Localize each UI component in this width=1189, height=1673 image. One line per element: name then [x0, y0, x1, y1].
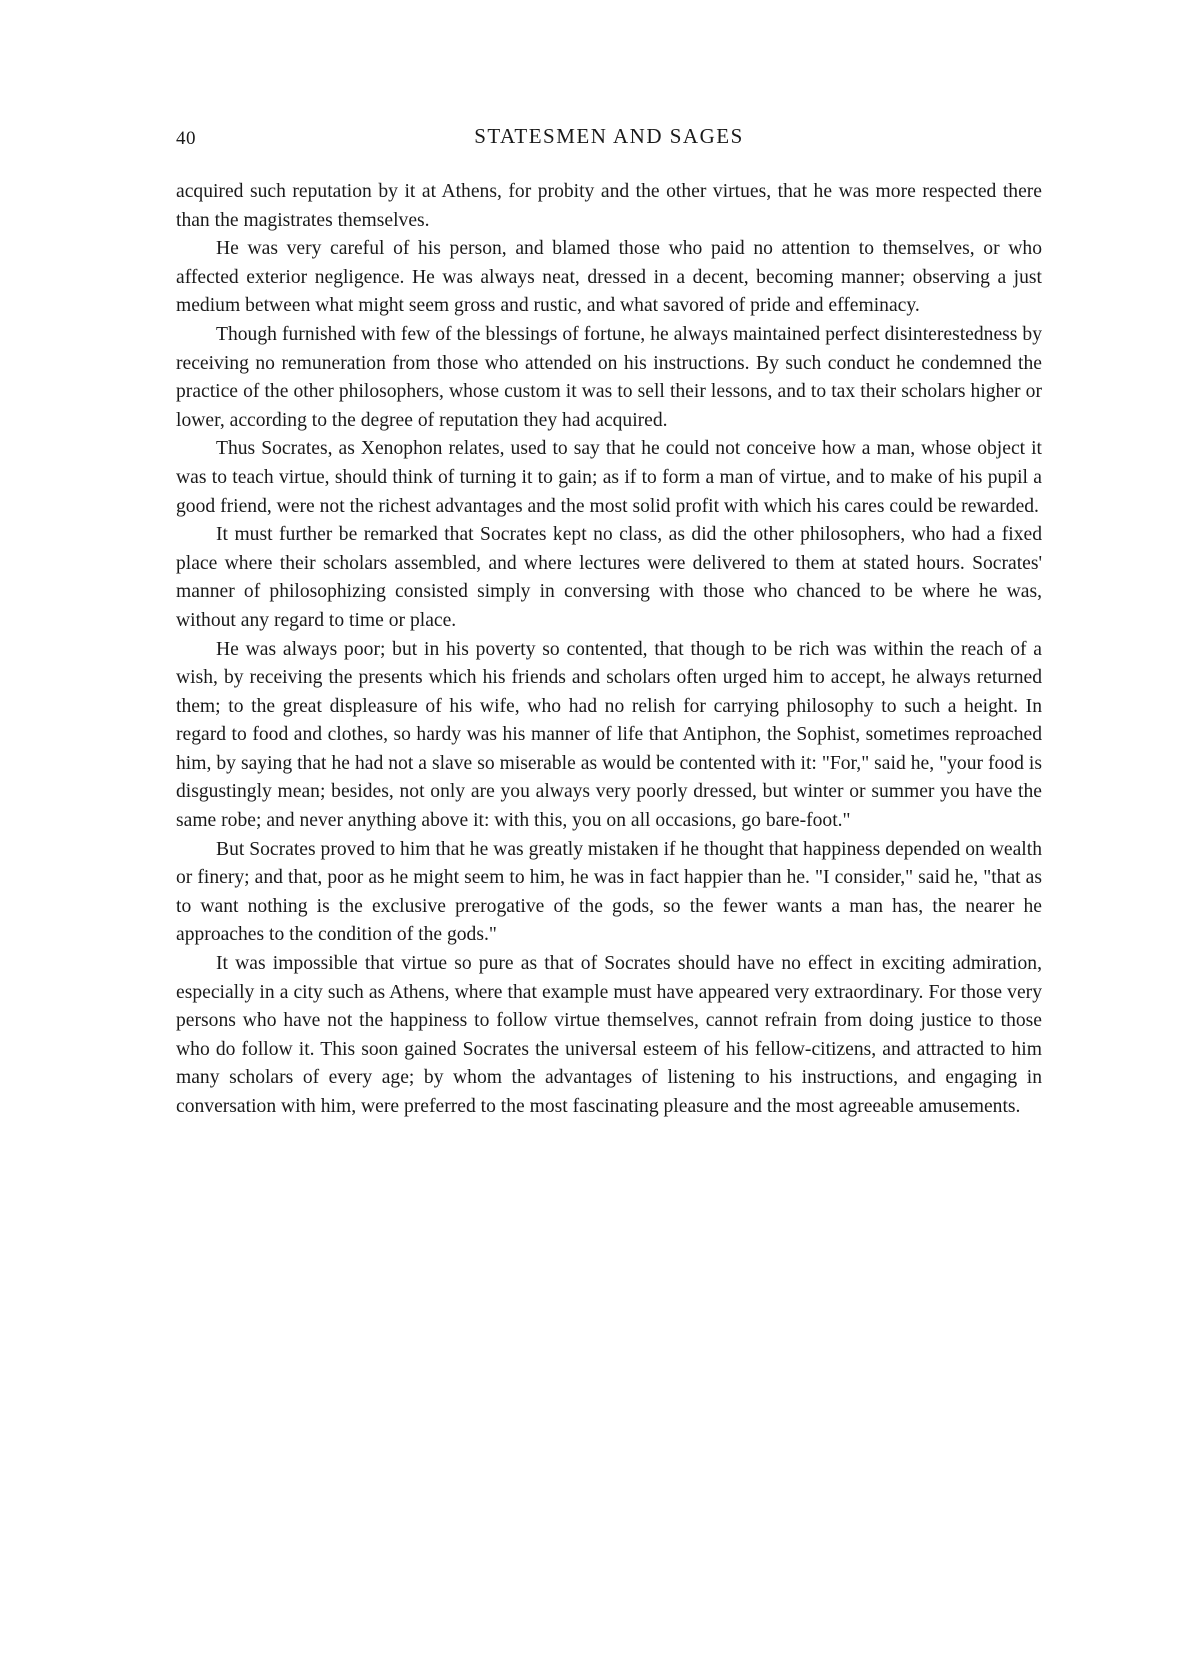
- body-text: [176, 178, 1042, 1122]
- paragraph: But Socrates proved to him that he was greatly mistaken if he thought that happiness depended on wealth or finery; and that, poor as he might seem to him, he was in fact happier than he. "I consider," said he, "that as to want nothing is the exclusive prerogative of the gods, so the fewer wants a man has, the nearer he approaches to the condition of the gods.": [176, 838, 1042, 946]
- paragraph: It was impossible that virtue so pure as that of Socrates should have no effect in exciting admiration, especially in a city such as Athens, where that example must have appeared very extraordinary. For those very persons who have not the happiness to follow virtue themselves, cannot refrain from doing justice to those who do follow it. This soon gained Socrates the universal esteem of his fellow-citizens, and attracted to him many scholars of every age; by whom the advantages of listening to his instructions, and engaging in conversation with him, were preferred to the most fascinating pleasure and the most agreeable amusements.: [176, 953, 1042, 1117]
- paragraph: It must further be remarked that Socrates kept no class, as did the other philosophers, who had a fixed place where their scholars assembled, and where lectures were delivered to them at stated hours. Socrates' manner of philosophizing consisted simply in conversing with those who chanced to be where he was, without any regard to time or place.: [176, 524, 1042, 631]
- paragraph: Though furnished with few of the blessings of fortune, he always maintained perfect disinterestedness by receiving no remuneration from those who attended on his instructions. By such conduct he condemned the practice of the other philosophers, whose custom it was to sell their lessons, and to tax their scholars higher or lower, according to the degree of reputation they had acquired.: [176, 323, 1042, 431]
- paragraph: He was very careful of his person, and blamed those who paid no attention to themselves, or who affected exterior negligence. He was always neat, dressed in a decent, becoming manner; observing a just medium between what might seem gross and rustic, and what savored of pride and effeminacy.: [176, 238, 1042, 317]
- paragraph: Thus Socrates, as Xenophon relates, used to say that he could not conceive how a man, whose object it was to teach virtue, should think of turning it to gain; as if to form a man of virtue, and to make of his pupil a good friend, were not the richest advantages and the most solid profit with which his cares could be rewarded.: [176, 438, 1042, 517]
- running-head: [176, 124, 1042, 158]
- page-number: 40: [176, 128, 196, 149]
- running-title: STATESMEN AND SAGES: [474, 124, 744, 148]
- paragraph: He was always poor; but in his poverty so contented, that though to be rich was within the reach of a wish, by receiving the presents which his friends and scholars often urged him to accept, he always returned them; to the great displeasure of his wife, who had no relish for carrying philosophy to such a height. In regard to food and clothes, so hardy was his manner of life that Antiphon, the Sophist, sometimes reproached him, by saying that he had not a slave so miserable as would be contented with it: "For," said he, "your food is disgustingly mean; besides, not only are you always very poorly dressed, but winter or summer you have the same robe; and never anything above it: with this, you on all occasions, go bare-foot.": [176, 638, 1042, 832]
- paragraph-continued: acquired such reputation by it at Athens, for probity and the other virtues, that he was more respected there than the magistrates themselves.: [176, 181, 1042, 231]
